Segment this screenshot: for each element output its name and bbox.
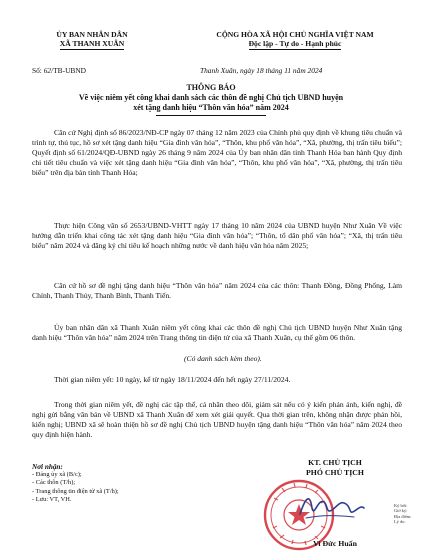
recipient-item: - Đảng ủy xã (B/c);	[32, 471, 82, 479]
document-number: Số: 62/TB-UBND	[32, 66, 87, 75]
title-heading: THÔNG BÁO	[186, 83, 236, 92]
issuing-agency	[18, 30, 166, 50]
attached-list-note: (Có danh sách kèm theo).	[184, 354, 262, 363]
recipient-item: - Trang thông tin điện tử xã (T/h);	[32, 487, 119, 495]
signer-role-line-1: KT. CHỦ TỊCH	[308, 458, 362, 467]
paragraph-village-list: Căn cứ hồ sơ đề nghị tặng danh hiệu “Thôn văn hóa” năm 2024 của các thôn: Thanh Đồng, Đồng Phống, Làm Chính, Thanh Thủy, Thanh Bình, Thanh Tiến.	[32, 281, 402, 300]
digital-signature-note: Ký bởi: Giờ ký: Địa điểm: Lý do:	[394, 503, 412, 525]
signature-block	[260, 458, 410, 478]
signer-role-line-2: PHÓ CHỦ TỊCH	[306, 468, 364, 477]
agency-line-1: ỦY BAN NHÂN DÂN	[56, 30, 128, 39]
country-name: CỘNG HÒA XÃ HỘI CHỦ NGHĨA VIỆT NAM	[216, 30, 374, 39]
recipients-label: Nơi nhận:	[32, 463, 63, 471]
national-motto: Độc lập - Tự do - Hạnh phúc	[248, 39, 342, 48]
agency-line-2: XÃ THANH XUÂN	[59, 39, 125, 48]
signer-name: Vi Đức Huấn	[313, 539, 357, 548]
title-underline	[156, 115, 266, 116]
recipient-item: - Các thôn (T/h);	[32, 479, 76, 487]
issue-month: 11	[284, 66, 292, 75]
recipients-block	[32, 463, 182, 504]
paragraph-legal-basis: Căn cứ Nghị định số 86/2023/NĐ-CP ngày 07 tháng 12 năm 2023 của Chính phủ quy định về khung tiêu chuẩn và trình tự, thủ tục, hồ sơ xét tặng danh hiệu “Gia đình văn hóa”, “Thôn, khu phố văn hóa”, “Xã, phường, thị trấn tiêu biểu”; Quyết định số 61/2024/QĐ-UBND ngày 26 tháng 9 năm 2024 của Ủy ban nhân dân tỉnh Thanh Hóa ban hành Quy định chi tiết tiêu chuẩn và việc xét tặng danh hiệu “Gia đình văn hóa”, “Thôn, khu phố văn hóa”, “Xã, phường, thị trấn tiêu biểu” trên địa bàn tỉnh Thanh Hóa;	[32, 128, 402, 177]
document-title	[20, 83, 402, 116]
document-number-value: 62	[43, 66, 52, 75]
paragraph-feedback: Trong thời gian niêm yết, đề nghị các tập thể, cá nhân theo dõi, giám sát nếu có ý kiến phản ánh, kiến nghị, đề nghị gửi bằng văn bản về UBND xã Thanh Xuân để xem xét giải quyết. Qua thời gian trên, không nhận được phản hồi, kiến nghị; UBND xã sẽ hoàn thiện hồ sơ đề nghị Chủ tịch UBND huyện tặng danh hiệu “Thôn văn hóa” năm 2024 theo quy định hiện hành.	[32, 400, 402, 439]
recipient-item: - Lưu: VT, VH.	[32, 495, 72, 503]
paragraph-announcement: Ủy ban nhân dân xã Thanh Xuân niêm yết công khai các thôn đề nghị Chủ tịch UBND huyện Như Xuân tặng danh hiệu “Thôn văn hóa” năm 2024 trên Trang thông tin điện tử của xã Thanh Xuân, cụ thể gồm 06 thôn.	[32, 323, 402, 342]
paragraph-posting-period: Thời gian niêm yết: 10 ngày, kể từ ngày 18/11/2024 đến hết ngày 27/11/2024.	[54, 375, 291, 384]
title-subject-line-1: Về việc niêm yết công khai danh sách các thôn đề nghị Chủ tịch UBND huyện	[78, 93, 344, 102]
issue-day: 18	[256, 66, 264, 75]
title-subject-line-2: xét tặng danh hiệu “Thôn văn hóa” năm 2024	[133, 103, 289, 112]
paragraph-implementation: Thực hiện Công văn số 2653/UBND-VHTT ngày 17 tháng 10 năm 2024 của UBND huyện Như Xuân Về việc hướng dẫn triển khai công tác xét tặng danh hiệu “Gia đình văn hóa”; “Thôn, tổ dân phố văn hóa”; “Xã, thị trấn tiêu biểu” năm 2024 và đăng ký chỉ tiêu kế hoạch những nước về danh hiệu văn hóa năm 2025;	[32, 221, 402, 250]
national-header	[180, 30, 410, 50]
handwritten-signature	[296, 488, 366, 524]
issue-date: Thanh Xuân, ngày 18 tháng 11 năm 2024	[200, 66, 323, 75]
